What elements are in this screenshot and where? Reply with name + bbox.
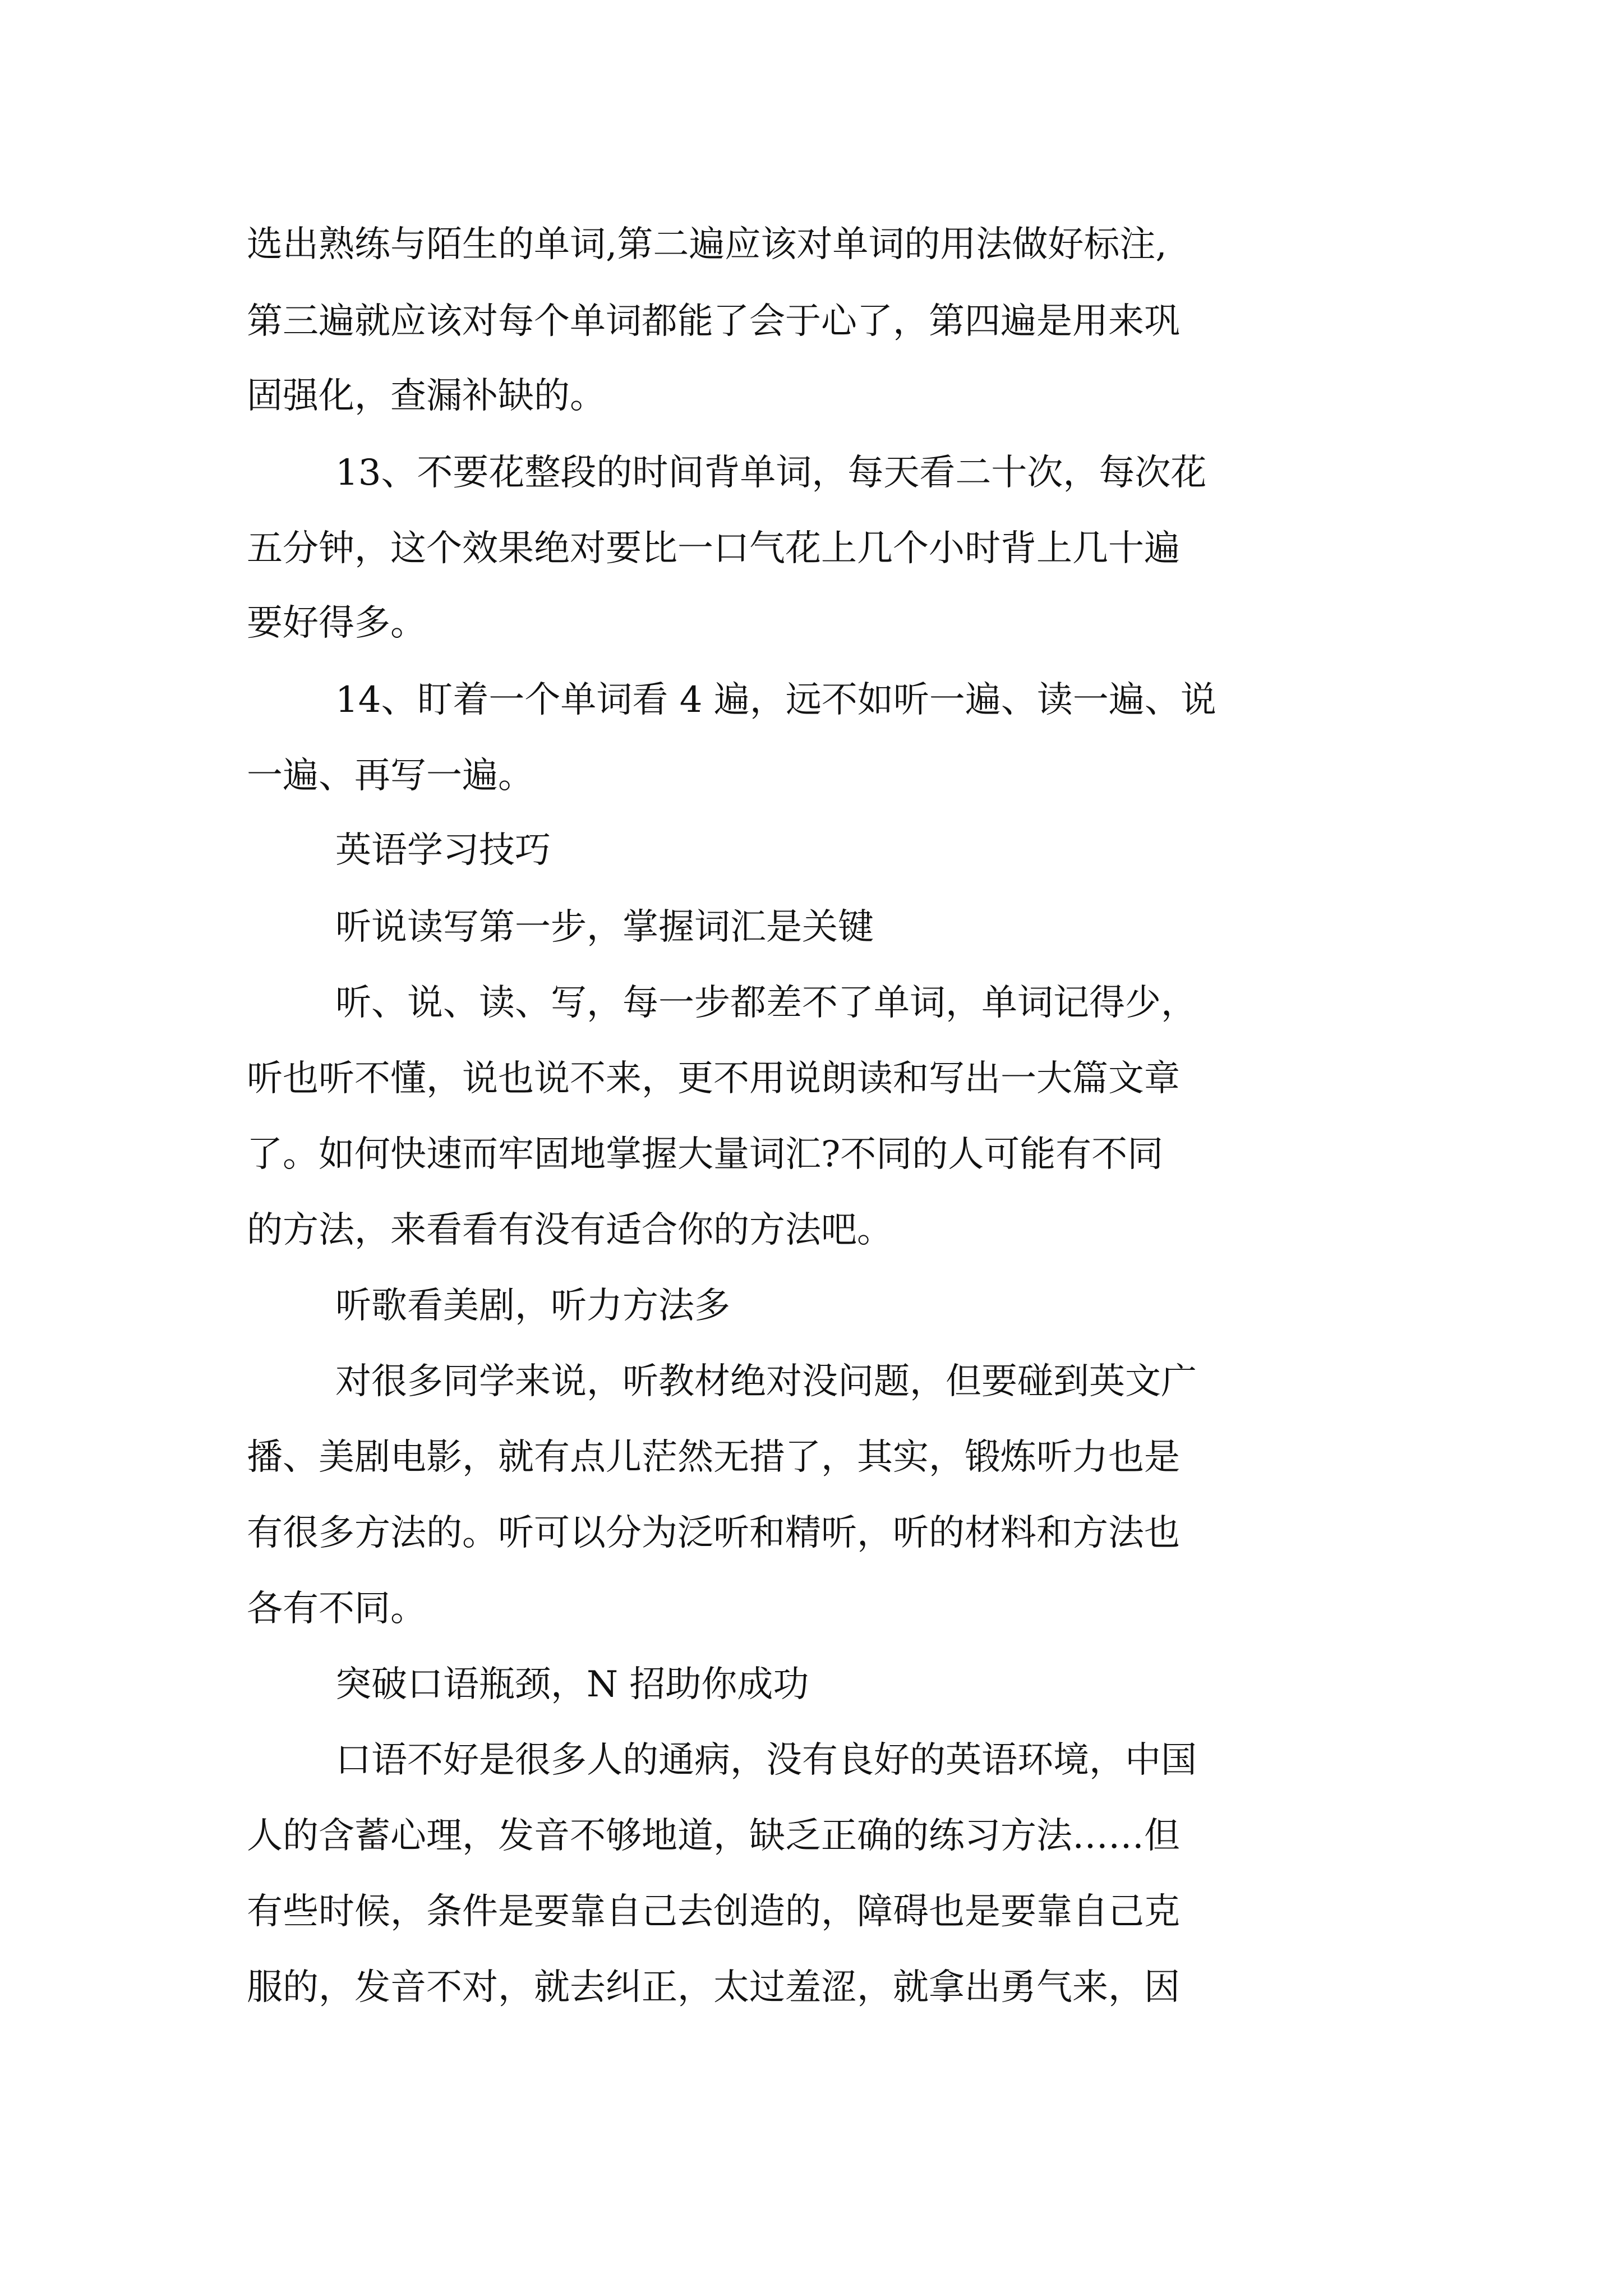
text-line: 13、不要花整段的时间背单词，每天看二十次，每次花: [335, 452, 1207, 494]
text-line: 服的，发音不对，就去纠正，太过羞涩，就拿出勇气来，因: [247, 1967, 1180, 2008]
text-line: 听、说、读、写，每一步都差不了单词，单词记得少，: [335, 982, 1197, 1024]
text-line: 14、盯着一个单词看 4 遍，远不如听一遍、读一遍、说: [335, 679, 1216, 721]
text-line: 五分钟，这个效果绝对要比一口气花上几个小时背上几十遍: [247, 528, 1180, 569]
subsection-heading: 突破口语瓶颈，N 招助你成功: [335, 1664, 809, 1705]
text-line: 要好得多。: [247, 602, 426, 644]
text-line: 有些时候，条件是要靠自己去创造的，障碍也是要靠自己克: [247, 1891, 1180, 1932]
text-line: 口语不好是很多人的通病，没有良好的英语环境，中国: [335, 1740, 1197, 1781]
section-heading: 英语学习技巧: [335, 830, 551, 871]
text-line: 人的含蓄心理，发音不够地道，缺乏正确的练习方法……但: [247, 1815, 1180, 1857]
text-line: 第三遍就应该对每个单词都能了会于心了，第四遍是用来巩: [247, 301, 1180, 342]
text-line: 有很多方法的。听可以分为泛听和精听，听的材料和方法也: [247, 1512, 1180, 1554]
text-line: 对很多同学来说，听教材绝对没问题，但要碰到英文广: [335, 1361, 1197, 1402]
text-line: 一遍、再写一遍。: [247, 755, 534, 797]
text-line: 各有不同。: [247, 1588, 426, 1630]
text-line: 播、美剧电影，就有点儿茫然无措了，其实，锻炼听力也是: [247, 1437, 1180, 1478]
subsection-heading: 听歌看美剧，听力方法多: [335, 1285, 730, 1327]
subsection-heading: 听说读写第一步，掌握词汇是关键: [335, 907, 874, 948]
text-line: 的方法，来看看有没有适合你的方法吧。: [247, 1209, 893, 1251]
text-line: 听也听不懂，说也说不来，更不用说朗读和写出一大篇文章: [247, 1058, 1180, 1099]
text-line: 固强化，查漏补缺的。: [247, 375, 606, 417]
text-line: 了。如何快速而牢固地掌握大量词汇?不同的人可能有不同: [247, 1134, 1164, 1175]
text-line: 选出熟练与陌生的单词,第二遍应该对单词的用法做好标注,: [247, 224, 1167, 265]
